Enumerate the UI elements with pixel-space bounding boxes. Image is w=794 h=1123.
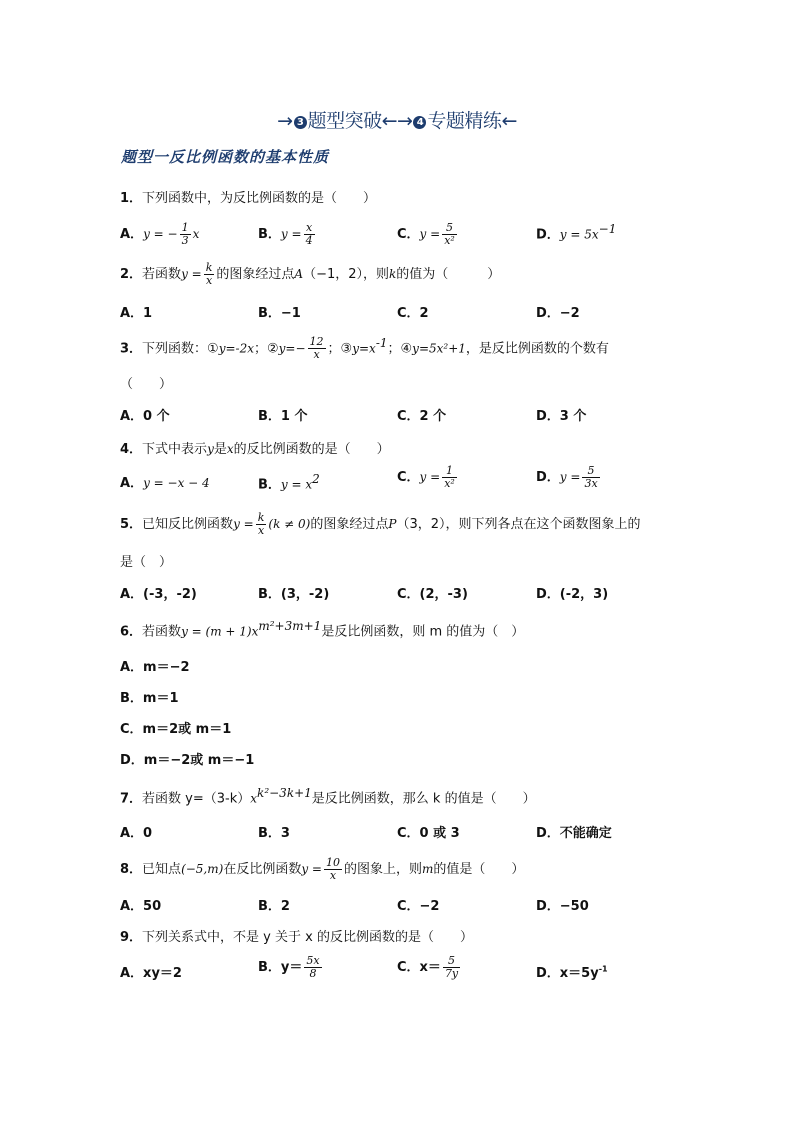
question-text: ；③	[327, 341, 353, 357]
question-number: 9．	[120, 930, 143, 945]
q7-option-c[interactable]: C．0 或 3	[397, 826, 460, 841]
q6-option-c[interactable]: C．m＝2或 m＝1	[120, 722, 232, 737]
option-label: D．x＝5y	[536, 966, 599, 981]
denominator: x	[205, 274, 213, 287]
q7-option-d[interactable]: D．不能确定	[536, 826, 612, 841]
q3-option-d[interactable]: D．3 个	[536, 409, 587, 424]
q6-option-b[interactable]: B．m＝1	[120, 691, 179, 706]
q9-option-b[interactable]	[258, 955, 324, 980]
number-badge-4: 4	[413, 116, 426, 129]
superscript: -1	[598, 964, 608, 974]
math-expr: y=-2x	[218, 341, 254, 356]
option-label: C．	[397, 227, 420, 242]
question-3-line2: （ ）	[120, 377, 173, 392]
fraction	[304, 222, 315, 247]
math-expr: y = (m + 1)x	[181, 624, 259, 639]
question-text: 的反比例函数的是（ ）	[233, 442, 390, 457]
question-number: 5．	[120, 517, 143, 532]
q1-option-c[interactable]	[397, 222, 459, 247]
math-expr: y = −	[143, 227, 178, 241]
numerator: 5	[442, 222, 457, 235]
option-label: C．	[397, 470, 420, 485]
numerator: k	[205, 261, 213, 274]
denominator: 8	[309, 967, 317, 980]
superscript: -1	[375, 336, 388, 350]
q6-option-a[interactable]: A．m＝−2	[120, 660, 190, 675]
q5-option-a[interactable]: A．(-3，-2)	[120, 587, 197, 602]
question-text: 下列函数：①	[142, 341, 219, 357]
option-label: B．y＝	[258, 960, 303, 975]
denominator: x	[257, 524, 265, 537]
q2-option-b[interactable]: B．−1	[258, 306, 301, 321]
math-expr: (−5,m)	[181, 862, 224, 876]
math-expr: k	[389, 267, 397, 281]
numerator: 10	[325, 856, 340, 869]
question-text: 已知点	[142, 862, 182, 877]
math-expr: y = 5x	[559, 227, 599, 242]
q3-option-b[interactable]: B．1 个	[258, 409, 308, 424]
q8-option-a[interactable]: A．50	[120, 899, 162, 914]
q4-option-b[interactable]	[258, 472, 320, 492]
superscript: 2	[312, 472, 320, 486]
q4-option-d[interactable]	[536, 465, 602, 490]
question-text: ；②	[254, 341, 279, 357]
question-text: 的图象经过点	[310, 517, 389, 532]
q3-option-a[interactable]: A．0 个	[120, 409, 170, 424]
option-label: A．	[120, 476, 144, 491]
question-number: 2．	[120, 267, 143, 282]
q8-option-d[interactable]: D．−50	[536, 899, 589, 914]
number-badge-3: 3	[294, 116, 307, 129]
q2-option-c[interactable]: C．2	[397, 306, 429, 321]
math-expr: y =	[181, 267, 202, 281]
math-expr: x	[250, 791, 258, 806]
math-expr: y=−	[278, 341, 306, 356]
numerator: 1	[181, 221, 189, 234]
math-expr: x	[192, 227, 200, 241]
math-expr: y = x	[280, 477, 313, 492]
fraction	[256, 512, 267, 537]
question-1	[120, 187, 376, 206]
numerator: 1	[442, 465, 457, 478]
denominator: 7y	[444, 967, 459, 980]
question-text: 下式中表示	[142, 442, 208, 457]
math-expr: y =	[419, 227, 441, 241]
math-expr: y =	[280, 227, 302, 241]
fraction	[443, 955, 460, 980]
question-text: 是	[213, 442, 227, 457]
question-text: 是反比例函数，那么 k 的值是（ ）	[311, 791, 536, 807]
fraction	[204, 262, 215, 287]
numerator: 5	[582, 465, 599, 478]
fraction	[180, 222, 191, 247]
fraction	[582, 465, 599, 490]
q2-option-d[interactable]: D．−2	[536, 306, 580, 321]
header-part2: 专题精练	[427, 110, 502, 132]
math-expr: y	[207, 442, 214, 456]
question-6	[120, 619, 524, 639]
denominator: x²	[444, 234, 455, 247]
q2-option-a[interactable]: A．1	[120, 306, 153, 321]
option-label: C．x＝	[397, 960, 441, 975]
question-text: 下列关系式中，不是 y 关于 x 的反比例函数的是（ ）	[142, 930, 473, 945]
q5-option-c[interactable]: C．(2，-3)	[397, 587, 468, 602]
question-5-line2: 是（ ）	[120, 555, 173, 570]
question-number: 3．	[120, 341, 143, 357]
question-number: 8．	[120, 862, 143, 877]
question-text: （3，2），则下列各点在这个函数图象上的	[396, 517, 641, 532]
math-expr: y =	[559, 470, 581, 484]
q5-option-d[interactable]: D．(-2，3)	[536, 587, 609, 602]
denominator: 3	[181, 234, 189, 247]
question-text: 若函数	[142, 624, 182, 640]
superscript: m²+3m+1	[258, 619, 322, 633]
page-header	[0, 106, 794, 133]
question-text: ，是反比例函数的个数有	[465, 341, 609, 357]
arrow-right-icon: →	[277, 110, 293, 132]
question-4	[120, 438, 390, 457]
question-text: 若函数	[142, 267, 182, 282]
denominator: x	[313, 348, 320, 362]
q9-option-c[interactable]	[397, 955, 462, 980]
question-7	[120, 786, 536, 806]
question-text: ；④	[387, 341, 413, 357]
q1-option-a[interactable]	[120, 222, 199, 247]
question-5	[120, 512, 640, 537]
math-expr: x	[226, 442, 234, 456]
question-text: 的图象经过点	[216, 267, 295, 282]
question-number: 6．	[120, 624, 143, 640]
question-text: 下列函数中，为反比例函数的是（ ）	[142, 191, 377, 206]
question-number: 1．	[120, 191, 143, 206]
superscript: −1	[598, 222, 617, 236]
denominator: 4	[305, 234, 313, 247]
superscript: k²−3k+1	[257, 786, 312, 800]
q7-option-a[interactable]: A．0	[120, 826, 153, 841]
section-title: 题型一反比例函数的基本性质	[121, 148, 330, 166]
option-label: B．	[258, 227, 281, 242]
math-expr: P	[388, 517, 397, 531]
option-label: D．	[536, 470, 560, 485]
q9-option-a[interactable]: A．xy＝2	[120, 966, 182, 981]
math-expr: y =	[233, 517, 254, 531]
question-text: 已知反比例函数	[142, 517, 234, 532]
q8-option-c[interactable]: C．−2	[397, 899, 440, 914]
numerator: x	[304, 222, 315, 235]
numerator: 5x	[306, 954, 320, 967]
fraction	[442, 222, 457, 247]
question-text: 在反比例函数	[223, 862, 302, 877]
denominator: x²	[444, 477, 455, 490]
question-3	[120, 336, 609, 361]
option-label: D．	[536, 227, 560, 243]
question-text: 若函数 y=（3-k）	[142, 791, 251, 807]
q7-option-b[interactable]: B．3	[258, 826, 290, 841]
q5-option-b[interactable]: B．(3，-2)	[258, 587, 330, 602]
arrow-mid-icon: ←→	[381, 110, 413, 132]
fraction	[304, 955, 321, 980]
q8-option-b[interactable]: B．2	[258, 899, 290, 914]
question-text: 的值是（ ）	[433, 862, 525, 877]
math-expr: y = −x − 4	[143, 476, 210, 490]
question-text: 的图象上，则	[343, 862, 422, 877]
question-number: 7．	[120, 791, 143, 807]
math-expr: y=5x²+1	[412, 341, 466, 356]
q9-option-d[interactable]	[536, 962, 608, 981]
q3-option-c[interactable]: C．2 个	[397, 409, 447, 424]
question-text: （−1，2），则	[303, 267, 390, 282]
question-9	[120, 926, 473, 945]
fraction	[308, 336, 326, 361]
option-label: A．	[120, 227, 144, 242]
math-expr: y =	[419, 470, 441, 484]
q4-option-a[interactable]	[120, 472, 210, 491]
question-text: 是反比例函数，则 m 的值为（ ）	[321, 624, 525, 640]
arrow-left-icon: ←	[501, 110, 517, 132]
q6-option-d[interactable]: D．m＝−2或 m＝−1	[120, 753, 255, 768]
math-expr: y=x	[352, 341, 376, 356]
q1-option-d[interactable]	[536, 222, 616, 242]
header-part1: 题型突破	[307, 110, 382, 132]
denominator: x	[329, 869, 337, 882]
fraction	[324, 857, 342, 882]
denominator: 3x	[584, 477, 598, 490]
question-text: 的值为（ ）	[396, 267, 501, 282]
question-2	[120, 262, 500, 287]
q1-option-b[interactable]	[258, 222, 317, 247]
math-expr: A	[294, 267, 304, 281]
question-number: 4．	[120, 442, 143, 457]
fraction	[442, 465, 457, 490]
option-label: B．	[258, 477, 281, 493]
math-expr: m	[422, 862, 434, 876]
math-expr: y =	[301, 862, 322, 876]
numerator: 12	[309, 335, 324, 349]
numerator: 5	[443, 955, 460, 968]
q4-option-c[interactable]	[397, 465, 459, 490]
math-expr: (k ≠ 0)	[268, 517, 311, 531]
question-8	[120, 857, 524, 882]
numerator: k	[257, 511, 265, 524]
